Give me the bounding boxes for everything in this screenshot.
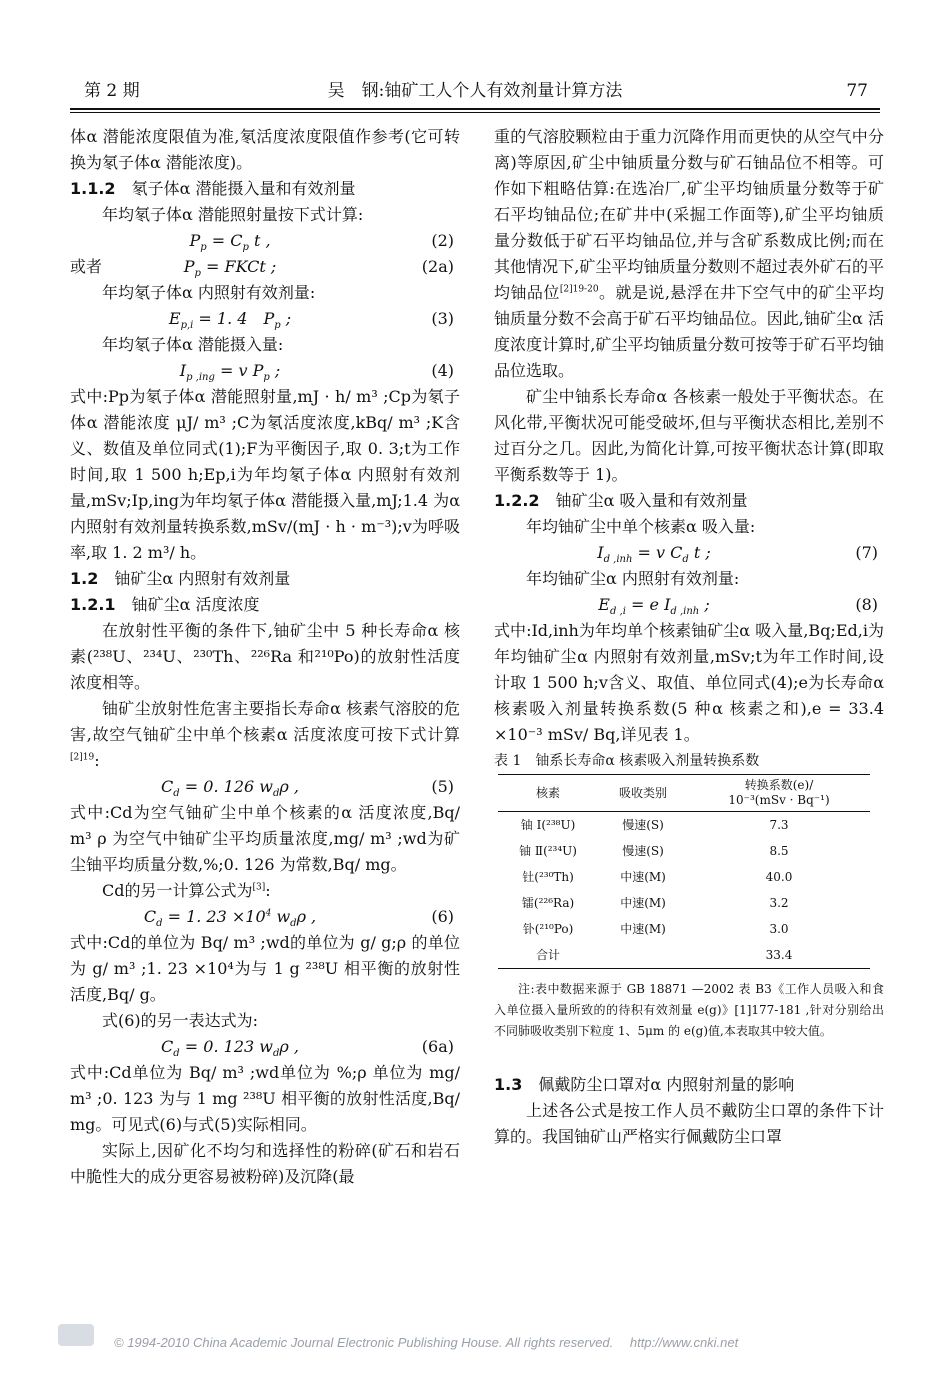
- right-column: [494, 124, 884, 1150]
- table-row-total: 合计 33.4: [498, 942, 870, 969]
- copyright-notice: © 1994-2010 China Academic Journal Electronic Publishing House. All rights reserved. http://www.cnki.net: [114, 1335, 739, 1350]
- section-heading: 1.3 佩戴防尘口罩对α 内照射剂量的影响: [494, 1075, 795, 1094]
- table-row: 铀 Ⅱ(²³⁴U) 慢速(S) 8.5: [519, 844, 789, 858]
- col-header-coefficient: 转换系数(e)/ 10⁻³(mSv · Bq⁻¹): [728, 778, 830, 807]
- paragraph: 铀矿尘放射性危害主要指长寿命α 核素气溶胶的危害,故空气铀矿尘中单个核素α 活度浓度可按下式计算$^{[2]19}$:: [70, 699, 460, 770]
- equation-3: $E_{p,i} = 1$. 4 $P_p$ ; (3): [168, 309, 454, 332]
- equation-7: $I_{d ,inh} = v$ $C_d$ t ; (7): [597, 543, 878, 566]
- col-header-nuclide: 核素: [536, 785, 561, 800]
- paragraph: 式中:Cd为空气铀矿尘中单个核素的α 活度浓度,Bq/ m³ ρ 为空气中铀矿尘平均质量浓度,mg/ m³ ;wd为矿尘铀平均质量分数,%;0. 126 为常数,Bq/ mg。: [70, 803, 460, 874]
- paragraph: 式中:Cd单位为 Bq/ m³ ;wd单位为 %;ρ 单位为 mg/ m³ ;0. 123 为与 1 mg ²³⁸U 相平衡的放射性活度,Bq/ mg。可见式(6)与式(5)实际相同。: [70, 1063, 460, 1134]
- paragraph: 年均氡子体α 潜能照射量按下式计算:: [102, 205, 364, 224]
- paragraph: 年均氡子体α 内照射有效剂量:: [102, 283, 316, 302]
- section-heading: 1.2.1 铀矿尘α 活度浓度: [70, 595, 260, 614]
- paragraph: 体α 潜能浓度限值为准,氡活度浓度限值作参考(它可转换为氡子体α 潜能浓度)。: [70, 127, 460, 172]
- header-rule-thin: [70, 112, 880, 113]
- conversion-table: [498, 774, 870, 969]
- table-header-row: [498, 775, 870, 812]
- paragraph: 式中:Cd的单位为 Bq/ m³ ;wd的单位为 g/ g;ρ 的单位为 g/ m³ ;1. 23 ×10⁴为与 1 g ²³⁸U 相平衡的放射性活度,Bq/ g。: [70, 933, 460, 1004]
- paragraph: 矿尘中铀系长寿命α 各核素一般处于平衡状态。在风化带,平衡状况可能受破坏,但与平衡状态相比,差别不过百分之几。因此,为简化计算,可按平衡状态计算(即取平衡系数等于 1)。: [494, 387, 884, 484]
- equation-2: $P_p = C_p$ t , (2): [189, 231, 454, 254]
- table-row: 钍(²³⁰Th) 中速(M) 40.0: [522, 870, 793, 884]
- table-caption: 表 1 铀系长寿命α 核素吸入剂量转换系数: [494, 753, 760, 769]
- table-row: 镭(²²⁶Ra) 中速(M) 3.2: [521, 896, 789, 910]
- paragraph: 实际上,因矿化不均匀和选择性的粉碎(矿石和岩石中脆性大的成分更容易被粉碎)及沉降(最: [70, 1141, 460, 1186]
- page-number: 77: [846, 81, 868, 101]
- running-title: 吴 钢:铀矿工人个人有效剂量计算方法: [327, 81, 623, 101]
- paragraph: 年均氡子体α 潜能摄入量:: [102, 335, 284, 354]
- paragraph: 年均铀矿尘中单个核素α 吸入量:: [526, 517, 756, 536]
- paragraph: 年均铀矿尘α 内照射有效剂量:: [526, 569, 740, 588]
- paragraph: 上述各公式是按工作人员不戴防尘口罩的条件下计算的。我国铀矿山严格实行佩戴防尘口罩: [494, 1101, 884, 1146]
- paragraph: 式中:Pp为氡子体α 潜能照射量,mJ · h/ m³ ;Cp为氡子体α 潜能浓度 μJ/ m³ ;C为氡活度浓度,kBq/ m³ ;K含义、数值及单位同式(1);F为平衡因子,取 0. 3;t为工作时间,取 1 500 h;Ep,i为年均氡子体α 内照射有效剂量,mSv;Ip,ing为年均氡子体α 潜能摄入量,mJ;1.4 为α 内照射有效剂量转换系数,mSv/(mJ · h · m⁻³);v为呼吸率,取 1. 2 m³/ h。: [70, 387, 460, 562]
- table-row: 铀 Ⅰ(²³⁸U) 慢速(S) 7.3: [520, 818, 789, 832]
- table-row: 钋(²¹⁰Po) 中速(M) 3.0: [522, 922, 789, 936]
- publisher-logo-icon: [58, 1324, 94, 1346]
- section-heading: 1.1.2 氡子体α 潜能摄入量和有效剂量: [70, 179, 356, 198]
- equation-6a: $C_d = 0$. 123 $w_d\rho$ , (6a): [161, 1037, 454, 1060]
- paragraph: Cd的另一计算公式为[3]:: [102, 881, 271, 900]
- section-heading: 1.2 铀矿尘α 内照射有效剂量: [70, 569, 291, 588]
- page-footer: [58, 1330, 888, 1352]
- paragraph: 在放射性平衡的条件下,铀矿尘中 5 种长寿命α 核素(²³⁸U、²³⁴U、²³⁰Th、²²⁶Ra 和²¹⁰Po)的放射性活度浓度相等。: [70, 621, 460, 692]
- table-note: 注:表中数据来源于 GB 18871 —2002 表 B3《工作人员吸入和食入单位摄入量所致的的待积有效剂量 e(g)》[1]177-181 ,针对分别给出不同肺吸收类别下粒度 1、5μm 的 e(g)值,本表取其中较大值。: [494, 982, 884, 1038]
- page-header: [70, 78, 880, 108]
- paragraph: 重的气溶胶颗粒由于重力沉降作用而更快的从空气中分离)等原因,矿尘中铀质量分数与矿石铀品位不相等。可作如下粗略估算:在选冶厂,矿尘平均铀质量分数等于矿石平均铀品位;在矿井中(采掘工作面等),矿尘平均铀质量分数低于矿石平均铀品位,并与含矿系数成比例;而在其他情况下,矿尘平均铀质量分数则不超过表外矿石的平均铀品位$^{[2]19-20}$。就是说,悬浮在井下空气中的矿尘平均铀质量分数不会高于矿石平均铀品位。因此,铀矿尘α 活度浓度计算时,矿尘平均铀质量分数可按等于矿石平均铀品位选取。: [494, 127, 884, 380]
- equation-8: $E_{d ,i} = e$ $I_{d ,inh}$ ; (8): [598, 595, 878, 618]
- equation-5: $C_d = 0$. 126 $w_d\rho$ , (5): [161, 777, 454, 800]
- equation-4: $I_{p ,ing} = v$ $P_p$ ; (4): [179, 361, 454, 384]
- paragraph: 式中:Id,inh为年均单个核素铀矿尘α 吸入量,Bq;Ed,i为年均铀矿尘α 内照射有效剂量,mSv;t为年工作时间,设计取 1 500 h;v含义、取值、单位同式(4);e为长寿命α 核素吸入剂量转换系数(5 种α 核素之和),e = 33.4 ×10⁻³ mSv/ Bq,详见表 1。: [494, 621, 884, 744]
- col-header-absorption: 吸收类别: [619, 785, 668, 800]
- equation-6: $C_d = 1$. $23 \times 10^4$ $w_d\rho$ , (6): [143, 907, 454, 930]
- section-heading: 1.2.2 铀矿尘α 吸入量和有效剂量: [494, 491, 748, 510]
- equation-2a: 或者 $P_p$ = FKCt ; (2a): [70, 257, 454, 280]
- paragraph: 式(6)的另一表达式为:: [102, 1011, 259, 1030]
- header-rule-thick: [70, 108, 880, 110]
- left-column: [70, 124, 460, 1190]
- issue-number: 第 2 期: [84, 81, 140, 101]
